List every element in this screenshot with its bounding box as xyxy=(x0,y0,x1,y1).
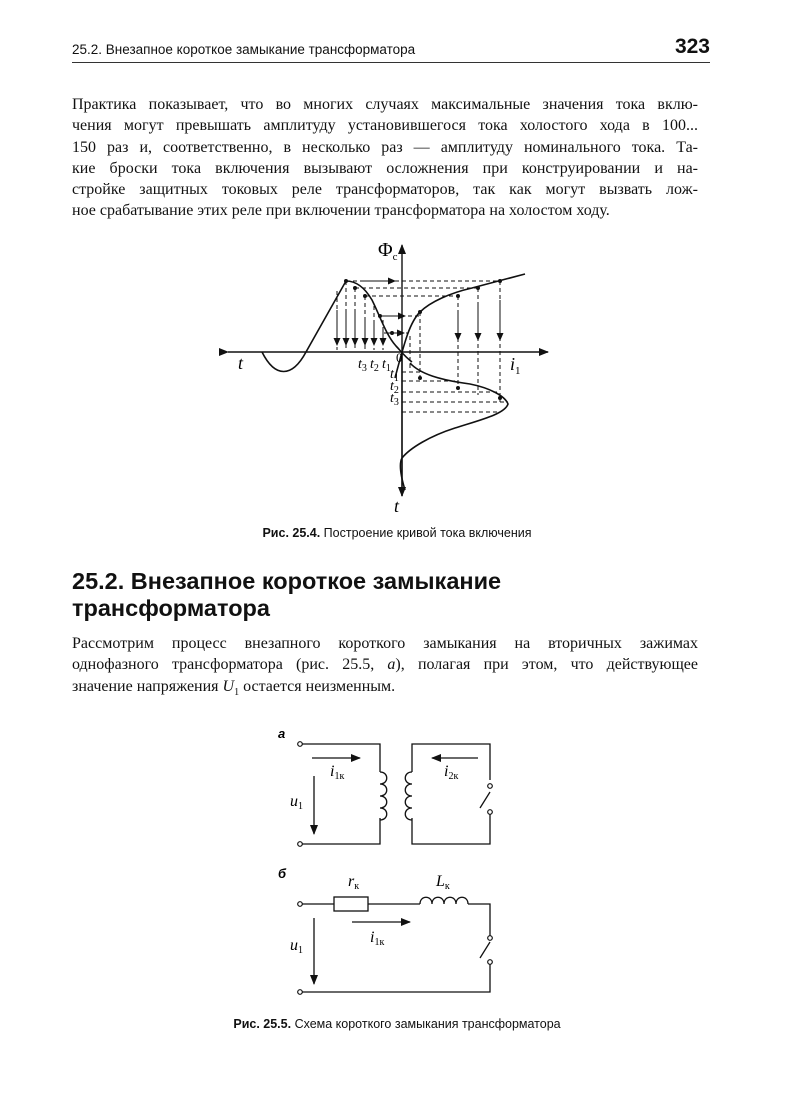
i2k-label: i xyxy=(444,763,449,780)
figure-25-4-caption-text: Построение кривой тока включения xyxy=(320,526,532,540)
current-axis-label: i xyxy=(510,354,516,374)
body-line-3 xyxy=(72,676,698,703)
current-time-curve xyxy=(400,363,508,490)
short-circuit-schematic xyxy=(0,700,794,1020)
t2-label-sub: 2 xyxy=(373,363,379,374)
body-line-3-part-a: значение напряжения xyxy=(72,677,223,695)
svg-text:u1 xyxy=(290,793,303,812)
b-i1k-label-sub: 1к xyxy=(374,937,385,948)
svg-text:rк xyxy=(348,873,359,892)
intro-line: Практика показывает, что во многих случаях максимальные значения тока вклю- xyxy=(72,96,698,113)
origin-label: 0 xyxy=(396,350,403,365)
svg-text:Lк xyxy=(435,873,450,892)
t2-label: t xyxy=(370,357,374,372)
b-u1-label: u xyxy=(290,937,298,954)
svg-text:i1к xyxy=(370,929,384,948)
rk-label: r xyxy=(348,873,355,890)
current-axis-label-sub: 1 xyxy=(515,365,521,377)
subfigure-a-label: а xyxy=(278,726,286,741)
t3-label: t xyxy=(358,357,362,372)
figure-25-5-caption xyxy=(0,1017,794,1031)
vertical-t2-label-sub: 2 xyxy=(393,385,399,396)
figure-25-5-caption-text: Схема короткого замыкания трансформатора xyxy=(291,1017,561,1031)
intro-line: чения могут превышать амплитуду установившегося тока холостого хода в 100... xyxy=(72,117,698,135)
svg-text:t3 xyxy=(358,357,367,374)
vertical-t1-label: t xyxy=(390,367,394,382)
section-title xyxy=(72,568,712,622)
body-line-2-italic: а xyxy=(387,656,396,674)
subfigure-b-label: б xyxy=(278,866,287,881)
inrush-current-construction-diagram xyxy=(0,0,794,540)
section-title-line1: 25.2. Внезапное короткое замыкание xyxy=(72,568,502,594)
figure-25-5-caption-label: Рис. 25.5. xyxy=(233,1017,292,1031)
page-number: 323 xyxy=(674,35,710,58)
body-paragraph xyxy=(72,633,698,703)
voltage-symbol-sub: 1 xyxy=(234,686,240,698)
vertical-t3-label-sub: 3 xyxy=(393,397,399,408)
magnetization-curve xyxy=(395,274,525,378)
Lk-label-sub: к xyxy=(444,881,450,892)
svg-text:i1 xyxy=(510,354,521,377)
t3-label-sub: 3 xyxy=(361,363,367,374)
b-u1-label-sub: 1 xyxy=(298,945,303,956)
voltage-symbol: U xyxy=(222,677,235,695)
svg-text:t2 xyxy=(370,357,379,374)
switch-a-icon xyxy=(480,792,490,808)
body-line-2-part-a: однофазного трансформатора (рис. 25.5, xyxy=(72,656,388,674)
svg-text:i2к xyxy=(444,763,458,782)
svg-text:u1 xyxy=(290,937,303,956)
t1-label: t xyxy=(382,357,386,372)
figure-25-4-caption xyxy=(0,526,794,540)
t1-label-sub: 1 xyxy=(385,363,391,374)
b-i1k-label: i xyxy=(370,929,375,946)
body-line-3-part-b: остается неизменным. xyxy=(239,677,396,695)
i1k-label: i xyxy=(330,763,335,780)
intro-line: ное срабатывание этих реле при включении трансформатора на холостом ходу. xyxy=(72,202,610,220)
inductor-icon xyxy=(420,897,468,904)
intro-line: 150 раз и, соответственно, в несколько раз — амплитуду номинального тока. Та- xyxy=(72,138,698,156)
switch-b-icon xyxy=(480,942,490,958)
running-head: 25.2. Внезапное короткое замыкание трансформатора xyxy=(72,42,416,57)
intro-line: кие броски тока включения вызывают осложнения при конструировании и на- xyxy=(72,159,698,177)
intro-line: стройке защитных токовых реле трансформаторов, так как могут вызвать лож- xyxy=(72,181,698,199)
Lk-label: L xyxy=(436,873,445,890)
primary-winding-icon xyxy=(380,772,387,820)
vertical-t2-label: t xyxy=(390,379,394,394)
rk-label-sub: к xyxy=(354,881,360,892)
t-axis-label-bottom: t xyxy=(394,496,400,516)
flux-label: Φ xyxy=(378,239,393,261)
vertical-t1-label-sub: 1 xyxy=(393,373,399,384)
svg-text:Φс xyxy=(378,239,398,263)
u1-label-sub: 1 xyxy=(298,801,303,812)
section-title-line2: трансформатора xyxy=(72,595,270,621)
i1k-label-sub: 1к xyxy=(334,771,345,782)
svg-text:i1к xyxy=(330,763,344,782)
body-line-2 xyxy=(72,654,698,675)
figure-25-4-caption-label: Рис. 25.4. xyxy=(262,526,321,540)
resistor-icon xyxy=(334,897,368,911)
u1-label: u xyxy=(290,793,298,810)
vertical-t3-label: t xyxy=(390,391,394,406)
body-line-1: Рассмотрим процесс внезапного короткого замыкания на вторичных зажимах xyxy=(72,635,698,652)
t-axis-label-left: t xyxy=(238,353,244,373)
i2k-label-sub: 2к xyxy=(448,771,459,782)
body-line-2-part-b: ), полагая при этом, что действующее xyxy=(395,656,699,674)
flux-label-sub: с xyxy=(392,251,398,263)
secondary-winding-icon xyxy=(405,772,412,820)
